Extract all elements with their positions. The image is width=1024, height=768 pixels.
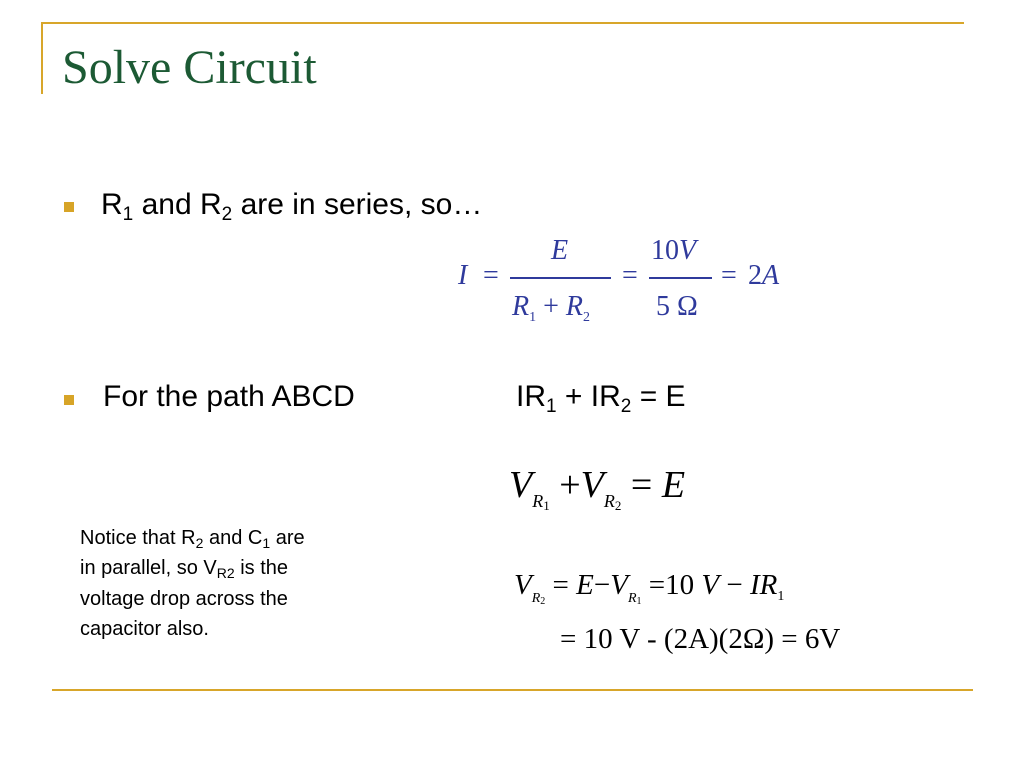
loop-equation: $IR_1 + IR_2 = E$ [516, 380, 686, 417]
bullet-square-icon [64, 202, 74, 212]
eq1-resistance-denominator: $R_1 + R_2$ [512, 291, 591, 325]
eq1-equals-1: = [483, 260, 499, 291]
series-text: are in series, so… [232, 188, 483, 221]
eq1-current-symbol: I [458, 260, 468, 291]
and-text: and [133, 188, 200, 221]
notice-line-1: Notice that $R_2$ and $C_1$ are [80, 527, 305, 551]
eq1-ohm-denominator: 5 Ω [656, 291, 698, 322]
bullet-text-path: For the path ABCD [103, 380, 355, 413]
eq1-emf-numerator: E [551, 235, 569, 266]
r2-subscript: 2 [221, 204, 233, 225]
notice-line-2: in parallel, so $V_{R2}$ is the [80, 557, 289, 582]
voltage-sum-equation: $V_{R1} +V_{R2} = E$ [509, 464, 686, 513]
vr2-equation: $V_{R2} = E-V_{R1} =10$ $V - IR_1$ [514, 569, 785, 607]
top-border-line [41, 22, 964, 24]
bullet-text-series [101, 188, 483, 225]
r1-letter: R [101, 188, 123, 221]
notice-line-4: capacitor also. [80, 618, 209, 641]
bottom-border-line [52, 689, 973, 691]
eq1-fraction-bar-1 [510, 277, 611, 279]
eq1-voltage-numerator: 10V [651, 235, 697, 266]
slide-title: Solve Circuit [62, 41, 317, 94]
left-border-line [41, 22, 43, 94]
vr2-result-equation: = 10 V - (2A)(2Ω) = 6V [560, 623, 841, 655]
eq1-equals-3: = [721, 260, 737, 291]
eq1-fraction-bar-2 [649, 277, 712, 279]
eq1-equals-2: = [622, 260, 638, 291]
eq1-result: 2A [748, 260, 780, 291]
r2-letter: R [199, 188, 222, 221]
bullet-square-icon [64, 395, 74, 405]
notice-text [80, 523, 380, 645]
notice-line-3: voltage drop across the [80, 587, 288, 610]
r1-subscript: 1 [122, 204, 134, 225]
